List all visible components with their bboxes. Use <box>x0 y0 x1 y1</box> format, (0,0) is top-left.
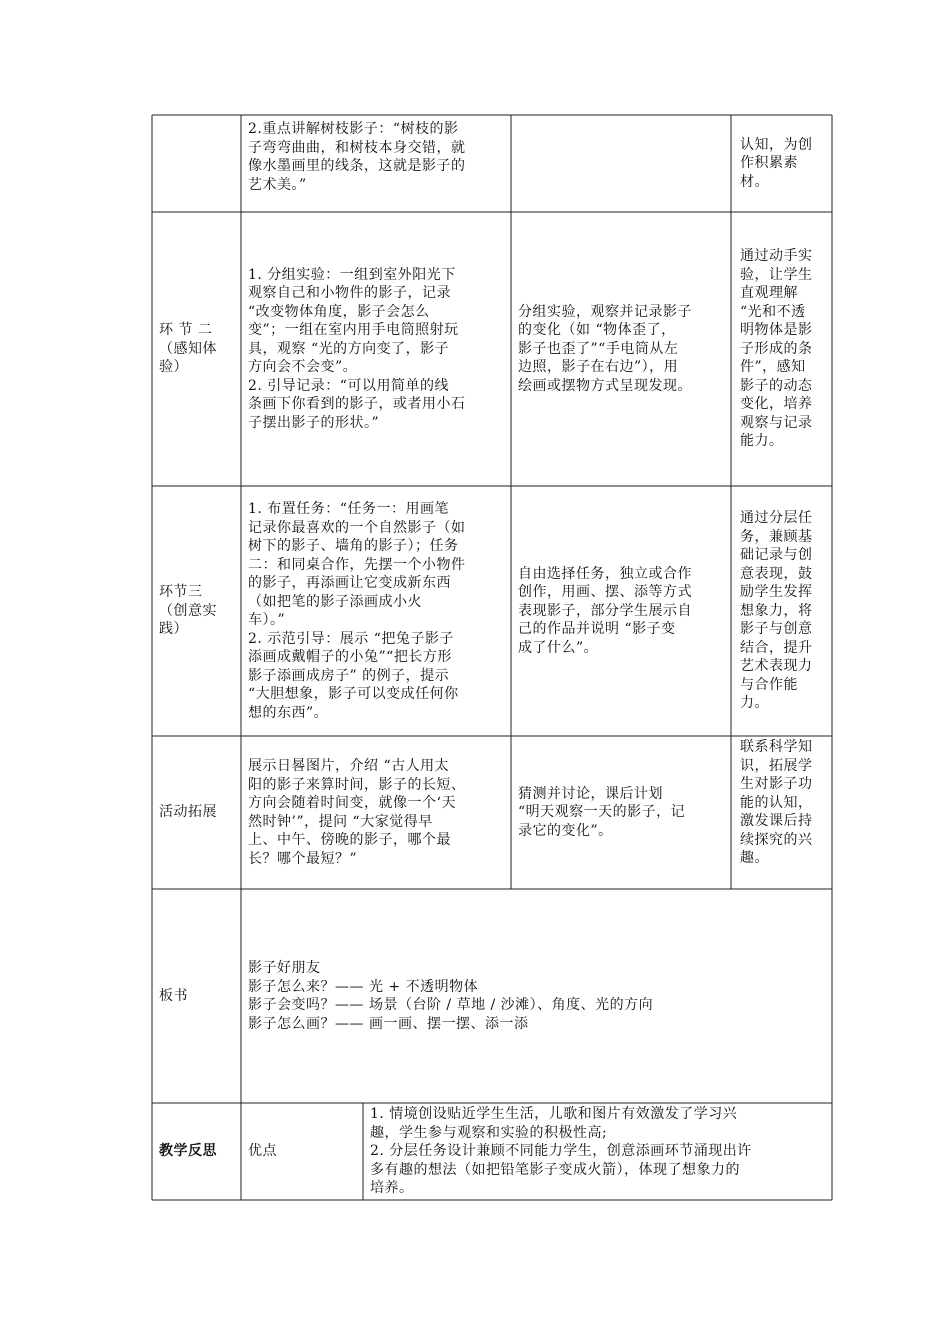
row-1-intent-cell <box>731 115 832 212</box>
row-4-teacher-cell <box>241 736 511 889</box>
row-3-teacher-activity: 1. 布置任务：“任务一：用画笔 记录你最喜欢的一个自然影子（如 树下的影子、墙角的影子）；任务 二：和同桌合作，先摆一个小物件 的影子，再添画让它变成新东西 （如把笔的影子添画成小火 车）。” 2. 示范引导：展示 “把兔子影子 添画成戴帽子的小兔”“把长方形 影子添画成房子” 的例子，提示 “大胆想象，影子可以变成任何你 想的东西”。 <box>248 501 466 721</box>
reflection-content-cell <box>363 1103 832 1200</box>
row-4-student-activity: 猜测并讨论，课后计划 “明天观察一天的影子，记 录它的变化”。 <box>518 785 686 839</box>
board-content-cell <box>241 889 832 1103</box>
row-3-teacher-cell <box>241 486 511 736</box>
board-content: 影子好朋友 影子怎么来？—— 光 + 不透明物体 影子会变吗？—— 场景（台阶 / 草地 / 沙滩）、角度、光的方向 影子怎么画？—— 画一画、摆一摆、添一添 <box>248 960 654 1032</box>
board-label: 板书 <box>159 987 188 1004</box>
row-1-design-intent: 认知，为创 作积累素 材。 <box>740 136 813 190</box>
row-3-student-activity: 自由选择任务，独立或合作 创作，用画、摆、添等方式 表现影子，部分学生展示自 己的作品并说明 “影子变 成了什么”。 <box>518 565 692 656</box>
row-1-stage-cell <box>152 115 241 212</box>
row-2-intent-cell <box>731 212 832 486</box>
row-3-design-intent: 通过分层任 务，兼顾基 础记录与创 意表现，鼓 励学生发挥 想象力，将 影子与创意 结合，提升 艺术表现力 与合作能 力。 <box>740 510 813 712</box>
row-4-stage: 活动拓展 <box>159 804 217 821</box>
row-2-teacher-cell <box>241 212 511 486</box>
row-4-intent-cell <box>731 736 832 889</box>
row-3-stage: 环节三 （创意实 践） <box>159 584 217 638</box>
row-2-student-cell <box>511 212 731 486</box>
row-2-teacher-activity: 1. 分组实验：一组到室外阳光下 观察自己和小物件的影子，记录 “改变物体角度，影子会怎么 变”；一组在室内用手电筒照射玩 具，观察 “光的方向变了，影子 方向会不会变”。 2. 引导记录：“可以用简单的线 条画下你看到的影子，或者用小石 子摆出影子的形状。” <box>248 266 466 431</box>
row-4-student-cell <box>511 736 731 889</box>
row-3-student-cell <box>511 486 731 736</box>
row-4-design-intent: 联系科学知 识，拓展学 生对影子功 能的认知， 激发课后持 续探究的兴 趣。 <box>740 739 813 866</box>
row-4-stage-cell <box>152 736 241 889</box>
reflection-sub-label: 优点 <box>248 1143 277 1160</box>
row-3-stage-cell <box>152 486 241 736</box>
board-label-cell <box>152 889 241 1103</box>
row-2-stage: 环 节 二 （感知体 验） <box>159 322 217 376</box>
reflection-sub-label-cell <box>241 1103 363 1200</box>
row-1-teacher-cell <box>241 115 511 212</box>
reflection-label: 教学反思 <box>159 1143 217 1160</box>
row-1-student-cell <box>511 115 731 212</box>
row-4-teacher-activity: 展示日晷图片，介绍 “古人用太 阳的影子来算时间，影子的长短、 方向会随着时间变，就像一个‘天 然时钟’”，提问 “大家觉得早 上、中午、傍晚的影子，哪个最 长？哪个最短？” <box>248 758 466 867</box>
row-2-stage-cell <box>152 212 241 486</box>
row-2-design-intent: 通过动手实 验，让学生 直观理解 “光和不透 明物体是影 子形成的条 件”，感知 影子的动态 变化，培养 观察与记录 能力。 <box>740 248 813 450</box>
reflection-label-cell <box>152 1103 241 1200</box>
row-1-teacher-activity: 2.重点讲解树枝影子：“树枝的影 子弯弯曲曲，和树枝本身交错，就 像水墨画里的线条，这就是影子的 艺术美。” <box>248 121 466 193</box>
reflection-content: 1. 情境创设贴近学生生活，儿歌和图片有效激发了学习兴 趣，学生参与观察和实验的积极性高; 2. 分层任务设计兼顾不同能力学生，创意添画环节涌现出许 多有趣的想法（如把铅笔影子变成火箭），体现了想象力的 培养。 <box>370 1106 752 1197</box>
row-2-student-activity: 分组实验，观察并记录影子 的变化（如 “物体歪了， 影子也歪了”“手电筒从左 边照，影子在右边”），用 绘画或摆物方式呈现发现。 <box>518 303 692 394</box>
row-3-intent-cell <box>731 486 832 736</box>
